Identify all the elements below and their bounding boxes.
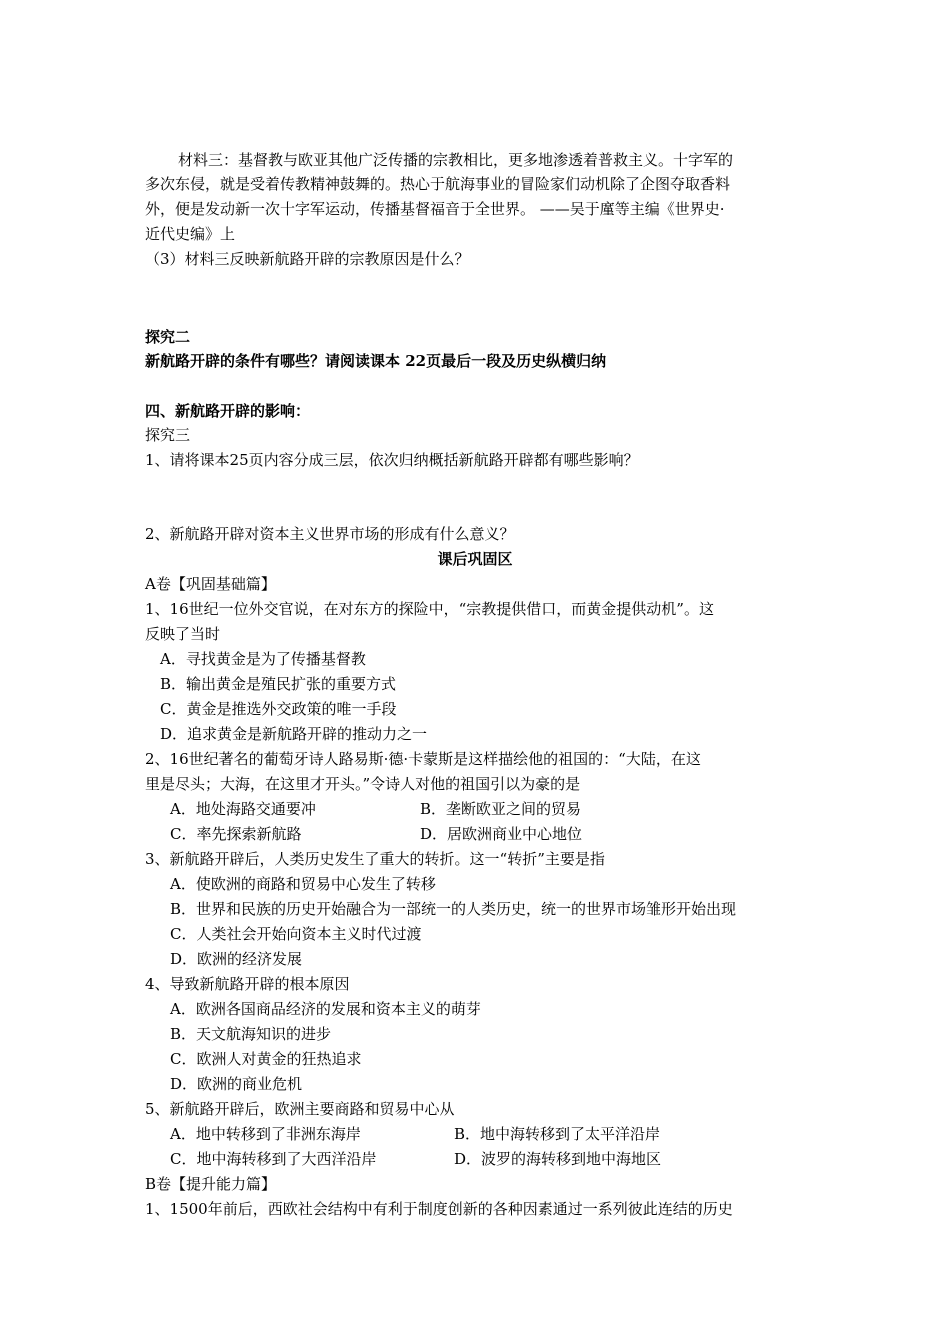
material3-line1: 材料三：基督教与欧亚其他广泛传播的宗教相比，更多地渗透着普救主义。十字军的 — [178, 151, 734, 169]
section4-q1: 1、请将课本25页内容分成三层，依次归纳概括新航路开辟都有哪些影响？ — [145, 451, 639, 469]
q5-option-d: D．波罗的海转移到地中海地区 — [454, 1150, 662, 1168]
q1-option-c: C．黄金是推选外交政策的唯一手段 — [160, 700, 397, 718]
q3-option-a: A．使欧洲的商路和贸易中心发生了转移 — [170, 875, 436, 893]
q2-line2: 里是尽头；大海，在这里才开头。”令诗人对他的祖国引以为豪的是 — [145, 775, 581, 793]
material3-line2: 多次东侵，就是受着传教精神鼓舞的。热心于航海事业的冒险家们动机除了企图夺取香料 — [145, 175, 731, 193]
q1-line2: 反映了当时 — [145, 625, 221, 643]
q1-option-b: B．输出黄金是殖民扩张的重要方式 — [160, 675, 397, 693]
q1-option-a: A．寻找黄金是为了传播基督教 — [160, 650, 366, 668]
q3-option-c: C．人类社会开始向资本主义时代过渡 — [170, 925, 422, 943]
q2-option-b: B．垄断欧亚之间的贸易 — [420, 800, 582, 818]
explore2-title: 探究二 — [145, 328, 191, 346]
q2-line1: 2、16世纪著名的葡萄牙诗人路易斯·德·卡蒙斯是这样描绘他的祖国的：“大陆，在这 — [145, 750, 701, 768]
review-a-title: A卷【巩固基础篇】 — [145, 575, 276, 593]
q3-line1: 3、新航路开辟后，人类历史发生了重大的转折。这一“转折”主要是指 — [145, 850, 605, 868]
q5-option-c: C．地中海转移到了大西洋沿岸 — [170, 1150, 377, 1168]
explore2-text: 新航路开辟的条件有哪些？请阅读课本 22页最后一段及历史纵横归纳 — [145, 352, 607, 370]
q5-option-a: A．地中转移到了非洲东海岸 — [170, 1125, 361, 1143]
q5-option-b: B．地中海转移到了太平洋沿岸 — [454, 1125, 661, 1143]
q2-option-a: A．地处海路交通要冲 — [170, 800, 316, 818]
section4-title: 四、新航路开辟的影响： — [145, 402, 311, 420]
q5-line1: 5、新航路开辟后，欧洲主要商路和贸易中心从 — [145, 1100, 455, 1118]
q4-option-a: A．欧洲各国商品经济的发展和资本主义的萌芽 — [170, 1000, 481, 1018]
review-b-title: B卷【提升能力篇】 — [145, 1175, 277, 1193]
q1-option-d: D．追求黄金是新航路开辟的推动力之一 — [160, 725, 428, 743]
material3-line4: 近代史编》上 — [145, 225, 236, 243]
q4-option-c: C．欧洲人对黄金的狂热追求 — [170, 1050, 362, 1068]
review-title: 课后巩固区 — [437, 550, 513, 568]
material3-line3: 外，便是发动新一次十字军运动，传播基督福音于全世界。 ——吴于廑等主编《世界史· — [145, 200, 725, 218]
q2-option-d: D．居欧洲商业中心地位 — [420, 825, 583, 843]
q4-line1: 4、导致新航路开辟的根本原因 — [145, 975, 350, 993]
q2-option-c: C．率先探索新航路 — [170, 825, 302, 843]
q4-option-d: D．欧洲的商业危机 — [170, 1075, 303, 1093]
q3-option-b: B．世界和民族的历史开始融合为一部统一的人类历史，统一的世界市场雏形开始出现 — [170, 900, 737, 918]
q3-option-d: D．欧洲的经济发展 — [170, 950, 303, 968]
q4-option-b: B．天文航海知识的进步 — [170, 1025, 332, 1043]
section4-q2: 2、新航路开辟对资本主义世界市场的形成有什么意义？ — [145, 525, 515, 543]
explore3-title: 探究三 — [145, 426, 191, 444]
material3-question: （3）材料三反映新航路开辟的宗教原因是什么？ — [145, 250, 470, 268]
b-q1-line1: 1、1500年前后，西欧社会结构中有利于制度创新的各种因素通过一系列彼此连结的历史 — [145, 1200, 733, 1218]
q1-line1: 1、16世纪一位外交官说，在对东方的探险中，“宗教提供借口，而黄金提供动机”。这 — [145, 600, 714, 618]
